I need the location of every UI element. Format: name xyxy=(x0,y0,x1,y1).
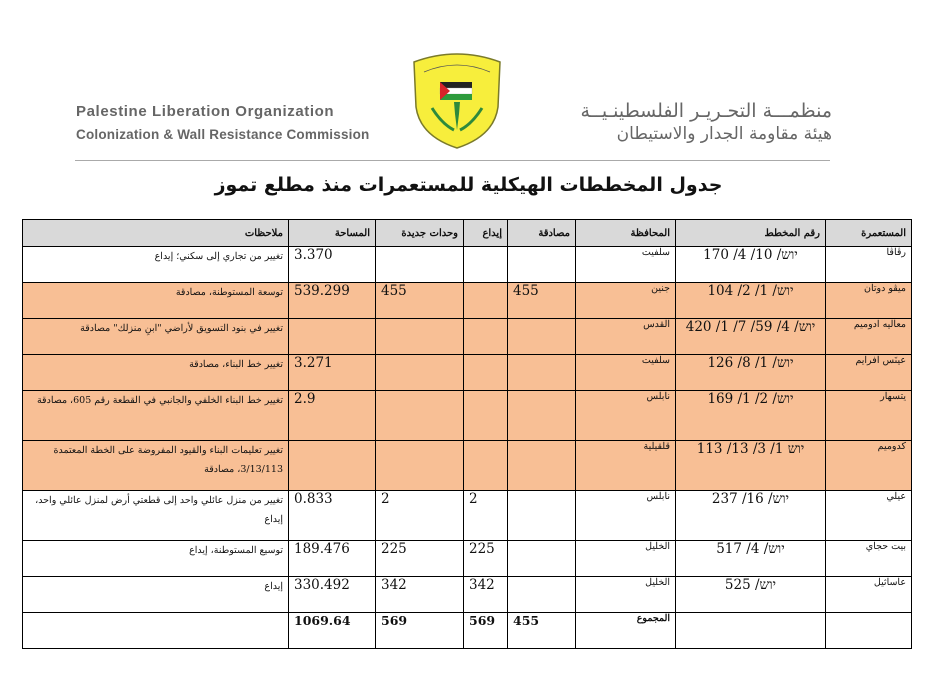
cell-approval xyxy=(508,319,576,355)
cell-deposit xyxy=(464,441,508,491)
cell-area: 3.271 xyxy=(289,355,376,391)
cell-plan-no: יוש/ 525 xyxy=(676,577,826,613)
table-row xyxy=(23,491,912,541)
table-header-row xyxy=(23,220,912,247)
cell-settlement: يتسهار xyxy=(826,391,912,441)
cell-governorate: نابلس xyxy=(576,491,676,541)
cell-area: 0.833 xyxy=(289,491,376,541)
cell-blank xyxy=(676,613,826,649)
cell-approval: 455 xyxy=(508,283,576,319)
cell-blank xyxy=(23,613,289,649)
cell-plan-no: יוש/ 4/ 59/ 7/ 1/ 420 xyxy=(676,319,826,355)
cell-plan-no: יוש/ 16/ 237 xyxy=(676,491,826,541)
cell-area: 330.492 xyxy=(289,577,376,613)
cell-approval xyxy=(508,391,576,441)
cell-notes: توسعة المستوطنة، مصادقة xyxy=(23,283,289,319)
cell-area xyxy=(289,319,376,355)
table-row xyxy=(23,391,912,441)
cell-approval xyxy=(508,441,576,491)
cell-new-units xyxy=(376,391,464,441)
cell-governorate: جنين xyxy=(576,283,676,319)
cell-new-units xyxy=(376,319,464,355)
total-new-units: 569 xyxy=(376,613,464,649)
cell-new-units: 2 xyxy=(376,491,464,541)
table-row xyxy=(23,441,912,491)
cell-settlement: عاساثيل xyxy=(826,577,912,613)
table-row xyxy=(23,577,912,613)
org-name-en: Palestine Liberation Organization xyxy=(76,103,335,120)
cell-notes: تغيير تعليمات البناء والقيود المفروضة على الخطة المعتمدة 3/13/113، مصادقة xyxy=(23,441,289,491)
table-row xyxy=(23,541,912,577)
cell-deposit: 2 xyxy=(464,491,508,541)
cell-blank xyxy=(826,613,912,649)
org-header-arabic xyxy=(581,100,833,144)
cell-new-units: 455 xyxy=(376,283,464,319)
settlement-plans-table xyxy=(22,219,912,649)
cell-governorate: الخليل xyxy=(576,541,676,577)
cell-deposit xyxy=(464,391,508,441)
cell-new-units xyxy=(376,247,464,283)
document-title: جدول المخططات الهيكلية للمستعمرات منذ مطلع تموز xyxy=(214,174,723,196)
cell-notes: توسيع المستوطنة، إيداع xyxy=(23,541,289,577)
header-new-units: وحدات جديدة xyxy=(376,220,464,247)
cell-plan-no: יוש 1/ 3/ 13/ 113 xyxy=(676,441,826,491)
cell-area: 539.299 xyxy=(289,283,376,319)
cell-governorate: سلفيت xyxy=(576,247,676,283)
cell-deposit xyxy=(464,355,508,391)
cell-deposit xyxy=(464,247,508,283)
cell-deposit: 225 xyxy=(464,541,508,577)
cell-governorate: الخليل xyxy=(576,577,676,613)
cell-new-units: 342 xyxy=(376,577,464,613)
table-row xyxy=(23,247,912,283)
cell-approval xyxy=(508,541,576,577)
header-deposit: إيداع xyxy=(464,220,508,247)
header-divider xyxy=(75,160,830,161)
cell-notes: تغيير خط البناء، مصادقة xyxy=(23,355,289,391)
header-area: المساحة xyxy=(289,220,376,247)
table-total-row xyxy=(23,613,912,649)
cell-new-units xyxy=(376,355,464,391)
cell-notes: إيداع xyxy=(23,577,289,613)
cell-approval xyxy=(508,355,576,391)
cell-deposit: 342 xyxy=(464,577,508,613)
cell-deposit xyxy=(464,319,508,355)
cell-plan-no: יוש/ 10/ 4/ 170 xyxy=(676,247,826,283)
header-governorate: المحافظة xyxy=(576,220,676,247)
cell-approval xyxy=(508,247,576,283)
cell-governorate: نابلس xyxy=(576,391,676,441)
total-deposit: 569 xyxy=(464,613,508,649)
cell-area: 189.476 xyxy=(289,541,376,577)
cell-plan-no: יוש/ 2/ 1/ 169 xyxy=(676,391,826,441)
commission-name-en: Colonization & Wall Resistance Commission xyxy=(76,127,370,142)
cell-settlement: كدوميم xyxy=(826,441,912,491)
cell-approval xyxy=(508,491,576,541)
cell-notes: تغيير في بنود التسويق لأراضي "ابنِ منزلك" مصادقة xyxy=(23,319,289,355)
total-area: 1069.64 xyxy=(289,613,376,649)
cell-notes: تغيير خط البناء الخلفي والجانبي في القطعة رقم 605، مصادقة xyxy=(23,391,289,441)
cell-governorate: قلقيلية xyxy=(576,441,676,491)
table-row xyxy=(23,355,912,391)
cell-deposit xyxy=(464,283,508,319)
cell-approval xyxy=(508,577,576,613)
header-plan-no: رقم المخطط xyxy=(676,220,826,247)
header-notes: ملاحظات xyxy=(23,220,289,247)
cell-plan-no: יוש/ 1/ 8/ 126 xyxy=(676,355,826,391)
cell-settlement: ميڤو دوتان xyxy=(826,283,912,319)
header-settlement: المستعمرة xyxy=(826,220,912,247)
cell-settlement: عيلي xyxy=(826,491,912,541)
cell-settlement: معاليه ادوميم xyxy=(826,319,912,355)
cell-new-units xyxy=(376,441,464,491)
table-row xyxy=(23,283,912,319)
plo-logo-icon xyxy=(410,52,504,150)
org-name-ar: منظمـــة التحـريـر الفلسطينـيــة xyxy=(580,100,832,122)
cell-plan-no: יוש/ 4/ 517 xyxy=(676,541,826,577)
cell-area: 2.9 xyxy=(289,391,376,441)
org-header-english xyxy=(76,103,370,142)
total-approval: 455 xyxy=(508,613,576,649)
cell-governorate: القدس xyxy=(576,319,676,355)
cell-area xyxy=(289,441,376,491)
cell-governorate: سلفيت xyxy=(576,355,676,391)
total-label: المجموع xyxy=(576,613,676,649)
cell-settlement: رڤاڤا xyxy=(826,247,912,283)
cell-new-units: 225 xyxy=(376,541,464,577)
cell-notes: تغيير من منزل عائلي واحد إلى قطعتي أرض لمنزل عائلي واحد، إيداع xyxy=(23,491,289,541)
cell-settlement: عينَس افرايم xyxy=(826,355,912,391)
cell-plan-no: יוש/ 1/ 2/ 104 xyxy=(676,283,826,319)
table-row xyxy=(23,319,912,355)
commission-name-ar: هيئة مقاومة الجدار والاستيطان xyxy=(616,124,832,144)
cell-area: 3.370 xyxy=(289,247,376,283)
cell-notes: تغيير من تجاري إلى سكني؛ إيداع xyxy=(23,247,289,283)
cell-settlement: بيت حجاي xyxy=(826,541,912,577)
header-approval: مصادقة xyxy=(508,220,576,247)
